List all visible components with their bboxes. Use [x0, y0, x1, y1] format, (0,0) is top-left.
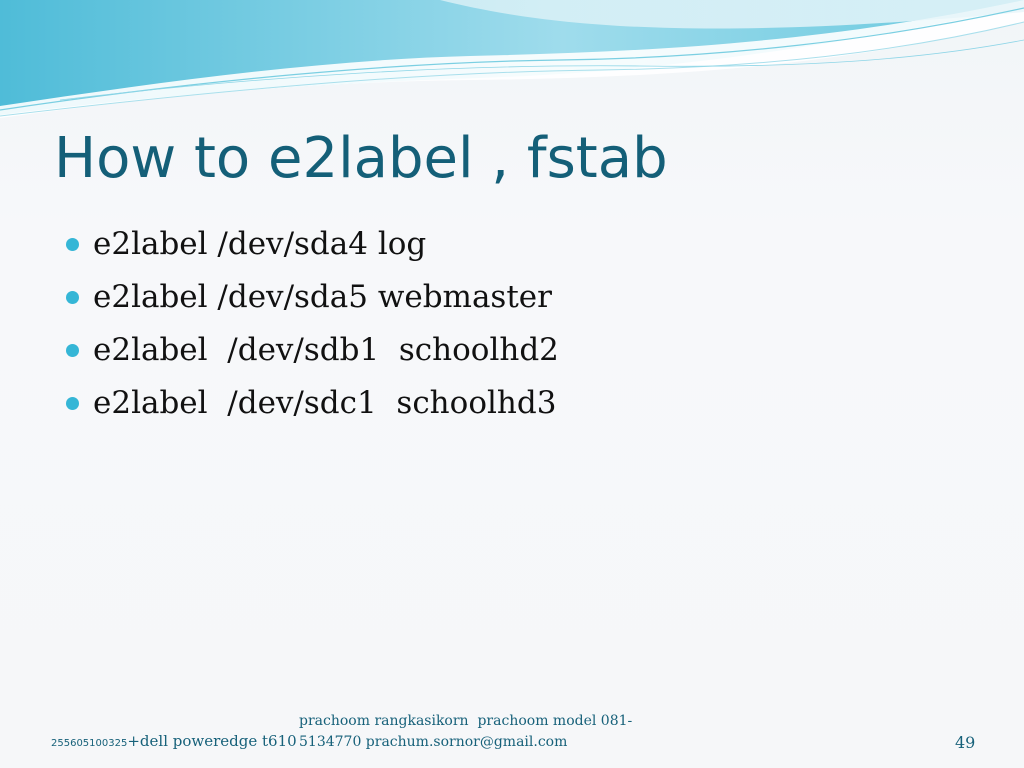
bullet-dot-icon	[66, 291, 79, 304]
bullet-item	[66, 383, 559, 436]
bullet-dot-icon	[66, 238, 79, 251]
footer-left-label: +dell poweredge t610	[127, 732, 297, 750]
bullet-item	[66, 224, 559, 277]
footer-center-line-1: prachoom rangkasikorn prachoom model 081-	[299, 713, 633, 729]
bullet-item	[66, 277, 559, 330]
bullet-dot-icon	[66, 397, 79, 410]
bullet-text: e2label /dev/sdb1 schoolhd2	[93, 332, 559, 368]
bullet-dot-icon	[66, 344, 79, 357]
bullet-text: e2label /dev/sda5 webmaster	[93, 279, 552, 315]
header-wave-decoration	[0, 0, 1024, 130]
page-number: 49	[955, 733, 976, 752]
bullet-item	[66, 330, 559, 383]
footer-left-text	[51, 732, 297, 750]
footer-center-line-2: 5134770 prachum.sornor@gmail.com	[299, 734, 568, 750]
footer-left-number: 255605100325	[51, 738, 128, 749]
bullet-text: e2label /dev/sda4 log	[93, 226, 427, 262]
bullet-list	[66, 224, 559, 436]
footer-center-text	[299, 711, 659, 753]
bullet-text: e2label /dev/sdc1 schoolhd3	[93, 385, 557, 421]
slide-title: How to e2label , fstab	[54, 126, 668, 191]
